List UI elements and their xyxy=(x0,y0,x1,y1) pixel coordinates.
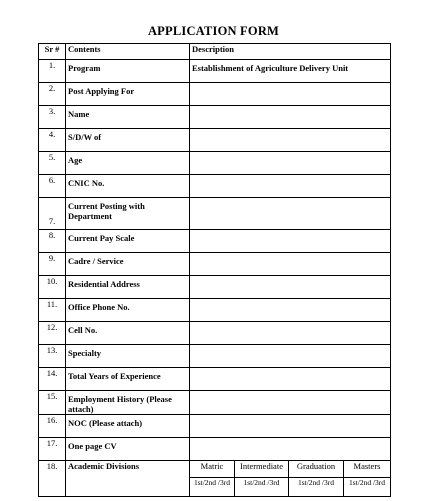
row-value-field[interactable] xyxy=(190,391,391,415)
row-number: 5. xyxy=(39,152,66,175)
row-value-field[interactable] xyxy=(190,175,391,198)
form-row xyxy=(39,391,391,415)
row-value-field[interactable] xyxy=(190,415,391,438)
row-value-field[interactable] xyxy=(190,438,391,461)
row-number: 4. xyxy=(39,129,66,152)
form-row xyxy=(39,175,391,198)
row-label: Current Pay Scale xyxy=(66,230,190,253)
form-row xyxy=(39,438,391,461)
row-number: 2. xyxy=(39,83,66,106)
row-value-field[interactable] xyxy=(190,106,391,129)
form-row xyxy=(39,322,391,345)
row-value-field[interactable] xyxy=(190,345,391,368)
row-number: 10. xyxy=(39,276,66,299)
row-label: Employment History (Please attach) xyxy=(66,391,190,415)
row-number: 8. xyxy=(39,230,66,253)
division-option-field[interactable]: 1st/2nd /3rd xyxy=(289,478,344,497)
row-number: 11. xyxy=(39,299,66,322)
row-label: One page CV xyxy=(66,438,190,461)
form-row xyxy=(39,415,391,438)
row-number: 6. xyxy=(39,175,66,198)
form-row xyxy=(39,253,391,276)
row-value-field[interactable] xyxy=(190,198,391,230)
row-label: Residential Address xyxy=(66,276,190,299)
row-number: 15. xyxy=(39,391,66,415)
row-label: NOC (Please attach) xyxy=(66,415,190,438)
row-number: 3. xyxy=(39,106,66,129)
row-number: 1. xyxy=(39,60,66,83)
division-option-field[interactable]: 1st/2nd /3rd xyxy=(235,478,289,497)
academic-column-header: Graduation xyxy=(289,461,344,478)
academic-column-header: Intermediate xyxy=(235,461,289,478)
division-option-field[interactable]: 1st/2nd /3rd xyxy=(344,478,391,497)
row-number: 18. xyxy=(39,461,66,497)
row-label: Office Phone No. xyxy=(66,299,190,322)
form-row xyxy=(39,60,391,83)
row-label: Post Applying For xyxy=(66,83,190,106)
row-label: Name xyxy=(66,106,190,129)
academic-divisions-label: Academic Divisions xyxy=(66,461,190,497)
row-label: Program xyxy=(66,60,190,83)
row-value-field[interactable] xyxy=(190,83,391,106)
academic-column-header: Matric xyxy=(190,461,235,478)
row-number: 13. xyxy=(39,345,66,368)
row-label: Cadre / Service xyxy=(66,253,190,276)
row-number: 14. xyxy=(39,368,66,391)
row-value-field[interactable] xyxy=(190,152,391,175)
row-value-field[interactable] xyxy=(190,299,391,322)
form-row xyxy=(39,230,391,253)
row-value-field[interactable] xyxy=(190,230,391,253)
row-value-field[interactable] xyxy=(190,253,391,276)
row-label: Current Posting with Department xyxy=(66,198,190,230)
form-row xyxy=(39,276,391,299)
form-row xyxy=(39,198,391,230)
header-sr: Sr # xyxy=(39,44,66,60)
table-header-row xyxy=(39,44,391,60)
form-title: APPLICATION FORM xyxy=(147,24,280,38)
form-row xyxy=(39,152,391,175)
form-row xyxy=(39,345,391,368)
academic-column-header: Masters xyxy=(344,461,391,478)
header-description: Description xyxy=(190,44,391,60)
row-label: Total Years of Experience xyxy=(66,368,190,391)
form-row xyxy=(39,299,391,322)
row-value-field[interactable] xyxy=(190,276,391,299)
form-row xyxy=(39,368,391,391)
division-option-field[interactable]: 1st/2nd /3rd xyxy=(190,478,235,497)
row-value-field[interactable] xyxy=(190,129,391,152)
row-label: Age xyxy=(66,152,190,175)
row-number: 17. xyxy=(39,438,66,461)
form-row xyxy=(39,129,391,152)
row-label: S/D/W of xyxy=(66,129,190,152)
form-row xyxy=(39,106,391,129)
row-value-field[interactable]: Establishment of Agriculture Delivery Unit xyxy=(190,60,391,83)
academic-row xyxy=(39,461,391,478)
header-contents: Contents xyxy=(66,44,190,60)
row-number: 9. xyxy=(39,253,66,276)
row-label: CNIC No. xyxy=(66,175,190,198)
row-number: 16. xyxy=(39,415,66,438)
application-table xyxy=(38,43,391,497)
row-value-field[interactable] xyxy=(190,368,391,391)
row-number: 12. xyxy=(39,322,66,345)
row-label: Cell No. xyxy=(66,322,190,345)
row-label: Specialty xyxy=(66,345,190,368)
form-row xyxy=(39,83,391,106)
row-value-field[interactable] xyxy=(190,322,391,345)
row-number: 7. xyxy=(39,198,66,230)
